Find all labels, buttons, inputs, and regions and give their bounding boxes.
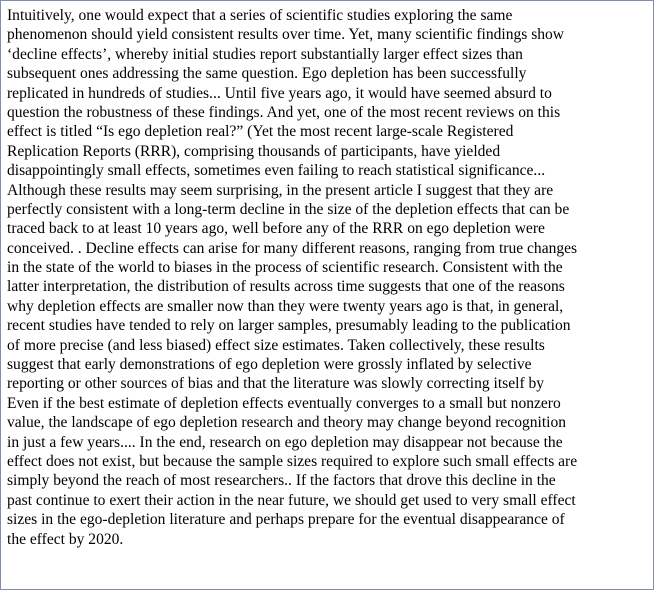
text-line: latter interpretation, the distribution of results across time suggests that one of the reasons [7,278,565,296]
text-line: simply beyond the reach of most researchers.. If the factors that drove this decline in the [7,472,556,490]
text-line: effect is titled “Is ego depletion real?” (Yet the most recent large-scale Registered [7,123,514,141]
paragraph-3 [7,394,650,549]
text-line: in just a few years.... In the end, research on ego depletion may disappear not because the [7,433,563,451]
text-line: Intuitively, one would expect that a series of scientific studies exploring the same [7,7,513,24]
text-line: phenomenon should yield consistent results over time. Yet, many scientific findings show [7,26,565,44]
text-line: reporting or other sources of bias and that the literature was slowly correcting itself by [7,375,545,393]
text-line: value, the landscape of ego depletion research and theory may change beyond recognition [7,414,567,432]
text-line: sizes in the ego-depletion literature and perhaps prepare for the eventual disappearance of [7,511,565,529]
paragraph-2 [7,181,650,394]
text-line: Replication Reports (RRR), comprising thousands of participants, have yielded [7,142,501,160]
text-line: of more precise (and less biased) effect size estimates. Taken collectively, these results [7,336,545,354]
text-line: effect does not exist, but because the sample sizes required to explore such small effects are [7,452,578,470]
text-line: conceived. . Decline effects can arise for many different reasons, ranging from true changes [7,239,578,257]
paragraph-1 [7,6,650,181]
text-line: disappointingly small effects, sometimes even failing to reach statistical significance... [7,162,546,180]
text-line: traced back to at least 10 years ago, well before any of the RRR on ego depletion were [7,220,545,238]
text-line: suggest that early demonstrations of ego depletion were grossly inflated by selective [7,356,532,374]
text-line: Even if the best estimate of depletion effects eventually converges to a small but nonzero [7,394,561,412]
text-line: subsequent ones addressing the same question. Ego depletion has been successfully [7,65,527,83]
text-line: recent studies have tended to rely on larger samples, presumably leading to the publication [7,317,571,335]
text-line: question the robustness of these findings. And yet, one of the most recent reviews on this [7,103,561,121]
text-line: why depletion effects are smaller now than they were twenty years ago is that, in general, [7,297,564,315]
text-line: the effect by 2020. [7,530,124,548]
document-text [7,6,650,549]
text-line: Although these results may seem surprising, in the present article I suggest that they are [7,181,554,199]
text-line: perfectly consistent with a long-term decline in the size of the depletion effects that can be [7,200,570,218]
text-line: replicated in hundreds of studies... Until five years ago, it would have seemed absurd to [7,84,552,102]
text-line: ‘decline effects’, whereby initial studies report substantially larger effect sizes than [7,45,523,63]
text-line: past continue to exert their action in the near future, we should get used to very small effect [7,491,576,509]
text-line: in the state of the world to biases in the process of scientific research. Consistent with the [7,259,563,277]
